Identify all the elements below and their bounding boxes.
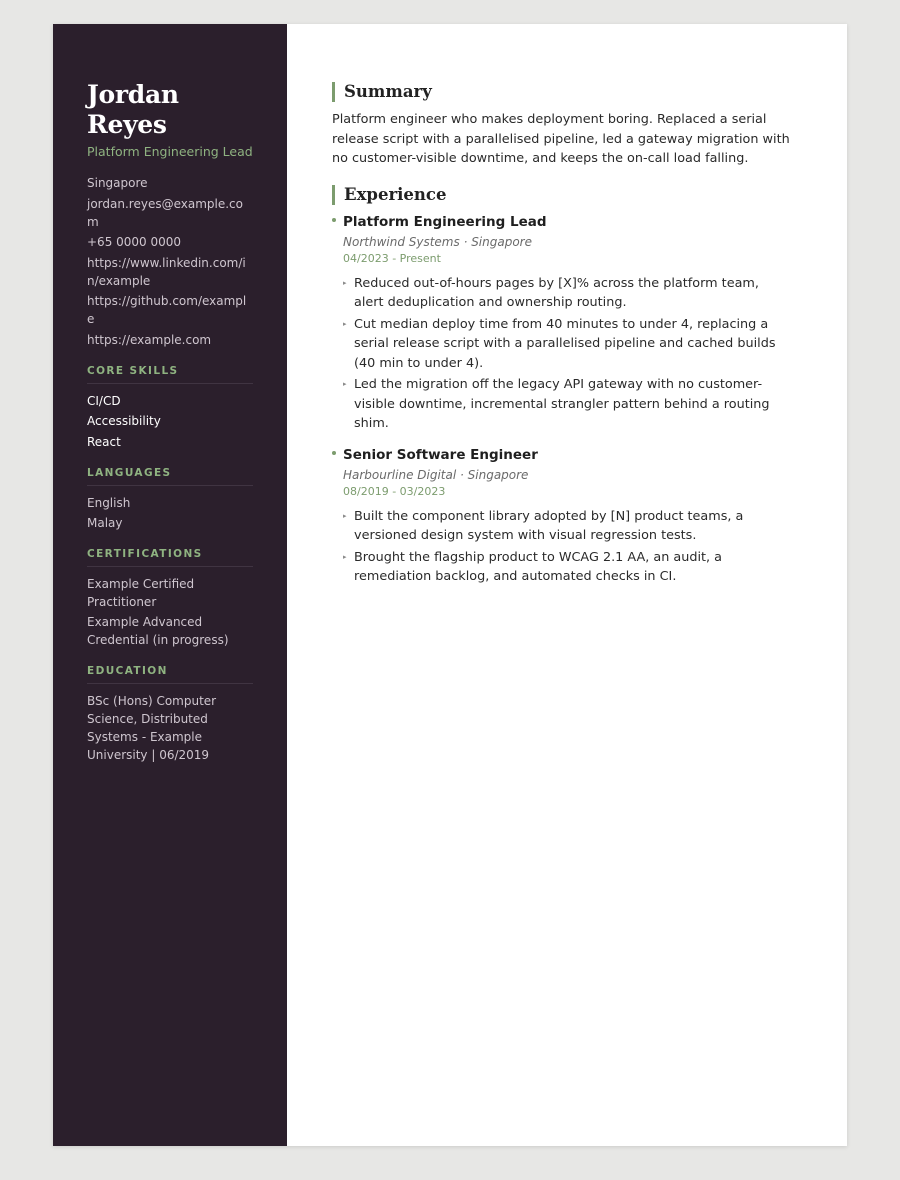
sidebar (53, 24, 287, 1146)
contact-github[interactable]: https://github.com/example (87, 294, 247, 326)
job-bullet: ▸ Reduced out-of-hours pages by [X]% across the platform team, alert deduplication and ownership routing. (343, 274, 791, 313)
job-dates: 08/2019 - 03/2023 (343, 484, 446, 498)
skill-item: React (87, 434, 121, 449)
job-bullet: ▸ Led the migration off the legacy API gateway with no customer-visible downtime, incremental strangler pattern behind a routing shim. (343, 375, 791, 434)
candidate-name: Jordan Reyes (87, 80, 179, 139)
job-entry (332, 446, 791, 587)
languages-heading: LANGUAGES (87, 467, 253, 486)
contact-location: Singapore (87, 176, 148, 190)
candidate-role: Platform Engineering Lead (87, 144, 253, 159)
skills-heading: CORE SKILLS (87, 365, 253, 384)
job-dates: 04/2023 - Present (343, 251, 441, 265)
language-item: English (87, 495, 131, 510)
certifications-heading: CERTIFICATIONS (87, 548, 253, 567)
experience-heading: Experience (332, 185, 791, 205)
certification-item: Example Advanced Credential (in progress) (87, 614, 229, 647)
language-item: Malay (87, 515, 123, 530)
job-company: Harbourline Digital · Singapore (343, 467, 529, 482)
job-bullet: ▸ Cut median deploy time from 40 minutes to under 4, replacing a serial release script with a parallelised pipeline and cached builds (40 min to under 4). (343, 315, 791, 374)
skill-item: Accessibility (87, 414, 161, 428)
job-bullets (343, 274, 791, 434)
job-bullet: ▸ Built the component library adopted by [N] product teams, a versioned design system with visual regression tests. (343, 507, 791, 546)
job-bullet: ▸ Brought the flagship product to WCAG 2.1 AA, an audit, a remediation backlog, and automated checks in CI. (343, 548, 791, 587)
job-company: Northwind Systems · Singapore (343, 234, 532, 249)
job-title: Senior Software Engineer (343, 446, 538, 463)
contact-linkedin[interactable]: https://www.linkedin.com/in/example (87, 255, 246, 288)
job-entry (332, 213, 791, 434)
certification-item: Example Certified Practitioner (87, 576, 195, 609)
main-content (287, 24, 847, 1146)
contact-website[interactable]: https://example.com (87, 332, 212, 347)
contact-list (87, 174, 253, 349)
resume-page (53, 24, 847, 1146)
contact-phone[interactable]: +65 0000 0000 (87, 235, 182, 249)
summary-heading: Summary (332, 82, 791, 102)
skill-item: CI/CD (87, 393, 121, 408)
education-item: BSc (Hons) Computer Science, Distributed Systems - Example University | 06/2019 (87, 693, 217, 762)
job-bullets (343, 507, 791, 587)
contact-email[interactable]: jordan.reyes@example.com (87, 196, 243, 229)
job-title: Platform Engineering Lead (343, 213, 547, 230)
summary-text: Platform engineer who makes deployment boring. Replaced a serial release script with a parallelised pipeline, led a gateway migration with no customer-visible downtime, and keeps the on-call load falling. (332, 112, 790, 166)
education-heading: EDUCATION (87, 665, 253, 684)
